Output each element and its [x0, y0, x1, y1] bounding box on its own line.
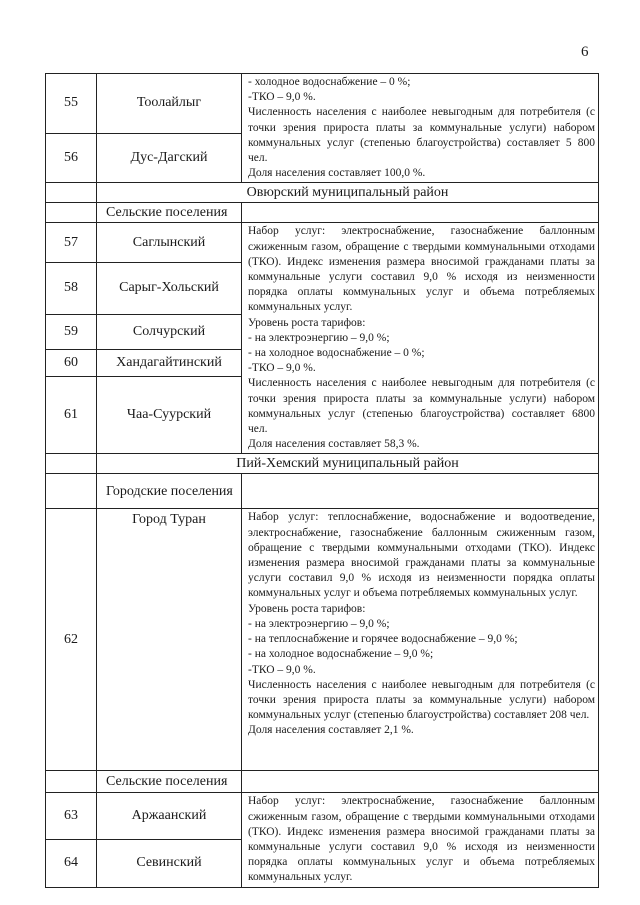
- page-number: 6: [581, 44, 589, 60]
- section-row: [46, 454, 599, 474]
- settlement-name: Дус-Дагский: [97, 133, 242, 183]
- table-row: [46, 793, 599, 840]
- description-line: - на теплоснабжение и горячее водоснабжение – 9,0 %;: [248, 633, 518, 646]
- row-number: 62: [46, 509, 97, 771]
- row-number: 57: [46, 223, 97, 263]
- description-line: -ТКО – 9,0 %.: [248, 663, 316, 676]
- description-line: Набор услуг: электроснабжение, газоснабжение баллонным сжиженным газом, обращение с твердыми коммунальными отходами (ТКО). Индекс изменения размера вносимой гражданами платы за коммунальные услуги составил 9,0 % исходя из неизменности порядка оплаты коммунальных услуг и объема потребляемых коммунальных услуг.: [248, 795, 595, 884]
- settlement-type: Сельские поселения: [97, 203, 242, 223]
- description-line: - на холодное водоснабжение – 9,0 %;: [248, 648, 434, 661]
- description-line: Численность населения с наиболее невыгодным для потребителя (с точки зрения прироста платы за коммунальные услуги) набором коммунальных услуг (степенью благоустройства) составляет 208 чел.: [248, 678, 595, 722]
- description-line: -ТКО – 9,0 %.: [248, 362, 316, 375]
- description-line: - на холодное водоснабжение – 0 %;: [248, 347, 425, 360]
- row-number: 58: [46, 262, 97, 314]
- description-cell: [242, 223, 599, 454]
- row-number: 64: [46, 840, 97, 888]
- settlement-name: Сарыг-Хольский: [97, 262, 242, 314]
- description-line: Численность населения с наиболее невыгодным для потребителя (с точки зрения прироста платы за коммунальные услуги) набором коммунальных услуг (степенью благоустройства) составляет 6800 чел.: [248, 377, 595, 436]
- table-row: [46, 223, 599, 263]
- description-line: Уровень роста тарифов:: [248, 316, 366, 329]
- subsection-row: [46, 771, 599, 793]
- row-number: 59: [46, 315, 97, 350]
- settlement-name: Аржаанский: [97, 793, 242, 840]
- table-row: [46, 509, 599, 771]
- description-line: Набор услуг: электроснабжение, газоснабжение баллонным сжиженным газом, обращение с твердыми коммунальными отходами (ТКО). Индекс изменения размера вносимой гражданами платы за коммунальные услуги составил 9,0 % исходя из неизменности порядка оплаты коммунальных услуг и объема потребляемых коммунальных услуг.: [248, 225, 595, 314]
- settlement-name: Солчурский: [97, 315, 242, 350]
- settlement-name: Чаа-Суурский: [97, 377, 242, 454]
- section-row: [46, 183, 599, 203]
- description-line: Доля населения составляет 2,1 %.: [248, 724, 414, 737]
- district-heading: Пий-Хемский муниципальный район: [97, 454, 599, 474]
- description-line: Доля населения составляет 58,3 %.: [248, 438, 420, 451]
- district-heading: Овюрский муниципальный район: [97, 183, 599, 203]
- row-number: 56: [46, 133, 97, 183]
- settlement-name: Севинский: [97, 840, 242, 888]
- subsection-row: [46, 203, 599, 223]
- row-number: 60: [46, 350, 97, 377]
- description-line: Доля населения составляет 100,0 %.: [248, 167, 426, 180]
- row-number: 61: [46, 377, 97, 454]
- description-line: Уровень роста тарифов:: [248, 602, 366, 615]
- description-cell: [242, 74, 599, 183]
- row-number: 55: [46, 74, 97, 134]
- subsection-row: [46, 474, 599, 509]
- description-line: Численность населения с наиболее невыгодным для потребителя (с точки зрения прироста платы за коммунальные услуги) набором коммунальных услуг (степенью благоустройства) составляет 5 800 чел.: [248, 106, 595, 165]
- description-cell: [242, 509, 599, 771]
- description-cell: [242, 793, 599, 887]
- description-line: -ТКО – 9,0 %.: [248, 91, 316, 104]
- description-line: - на электроэнергию – 9,0 %;: [248, 617, 390, 630]
- row-number: 63: [46, 793, 97, 840]
- description-line: - на электроэнергию – 9,0 %;: [248, 331, 390, 344]
- settlement-type: Сельские поселения: [97, 771, 242, 793]
- description-line: - холодное водоснабжение – 0 %;: [248, 76, 411, 88]
- settlement-name: Саглынский: [97, 223, 242, 263]
- settlement-name: Тоолайлыг: [97, 74, 242, 134]
- description-line: Набор услуг: теплоснабжение, водоснабжение и водоотведение, электроснабжение, газоснабжение баллонным сжиженным газом, обращение с твердыми коммунальными отходами (ТКО). Индекс изменения размера вносимой гражданами платы за коммунальные услуги составил 9,0 % исходя из неизменности порядка оплаты коммунальных услуг и объема потребляемых коммунальных услуг.: [248, 511, 595, 600]
- table-row: [46, 74, 599, 134]
- tariff-table: [45, 73, 599, 888]
- settlement-type: Городские поселения: [97, 474, 242, 509]
- settlement-name: Хандагайтинский: [97, 350, 242, 377]
- settlement-name: Город Туран: [97, 509, 242, 771]
